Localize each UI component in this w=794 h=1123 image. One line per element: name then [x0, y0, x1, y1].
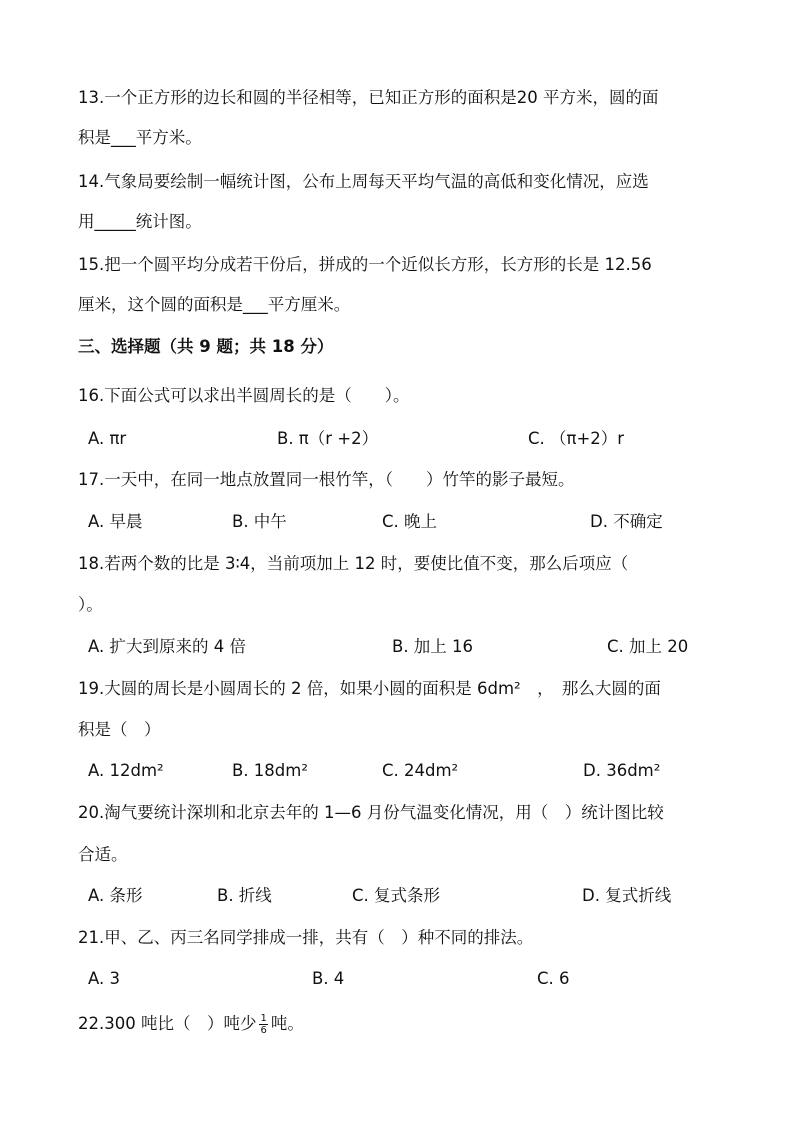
q18-option-a: A. 扩大到原来的 4 倍 [88, 637, 246, 656]
question-18-line1: 18.若两个数的比是 3∶4，当前项加上 12 时，要使比值不变，那么后项应（ [78, 554, 629, 573]
q21-option-b: B. 4 [312, 969, 345, 988]
question-15-line1: 15.把一个圆平均分成若干份后，拼成的一个近似长方形，长方形的长是 12.56 [78, 255, 652, 274]
question-22-text [78, 1012, 304, 1036]
question-14-line2: 用_____统计图。 [78, 212, 202, 231]
q19-option-a: A. 12dm² [88, 761, 164, 780]
q22-fraction-denominator: 6 [260, 1025, 267, 1036]
q19-option-c: C. 24dm² [382, 761, 459, 780]
question-15-line2: 厘米，这个圆的面积是___平方厘米。 [78, 295, 351, 314]
q17-option-c: C. 晚上 [382, 512, 438, 531]
q17-option-d: D. 不确定 [590, 512, 663, 531]
q16-option-a: A. πr [88, 429, 127, 448]
question-17-text: 17.一天中，在同一地点放置同一根竹竿，（ ）竹竿的影子最短。 [78, 470, 575, 489]
question-20-line2: 合适。 [78, 845, 128, 864]
q19-option-d: D. 36dm² [583, 761, 661, 780]
q20-option-c: C. 复式条形 [352, 886, 441, 905]
q21-option-c: C. 6 [537, 969, 570, 988]
q22-text-after: 吨。 [270, 1014, 304, 1033]
q22-fraction-numerator: 1 [260, 1013, 267, 1024]
question-20-line1: 20.淘气要统计深圳和北京去年的 1—6 月份气温变化情况，用（ ）统计图比较 [78, 803, 664, 822]
question-13-line2: 积是___平方米。 [78, 128, 202, 147]
q16-option-b: B. π（r +2） [277, 429, 379, 448]
q20-option-b: B. 折线 [217, 886, 272, 905]
question-16-text: 16.下面公式可以求出半圆周长的是（ ）。 [78, 386, 410, 405]
q18-option-b: B. 加上 16 [392, 637, 474, 656]
q16-option-c: C. （π+2）r [528, 429, 625, 448]
q21-option-a: A. 3 [88, 969, 120, 988]
question-13-line1: 13.一个正方形的边长和圆的半径相等，已知正方形的面积是20 平方米，圆的面 [78, 88, 659, 107]
question-19-line1: 19.大圆的周长是小圆周长的 2 倍，如果小圆的面积是 6dm² ， 那么大圆的面 [78, 679, 661, 698]
section-3-title: 三、选择题（共 9 题；共 18 分） [78, 337, 334, 356]
q17-option-a: A. 早晨 [88, 512, 143, 531]
question-19-line2: 积是（ ） [78, 720, 161, 739]
q17-option-b: B. 中午 [232, 512, 287, 531]
q19-option-b: B. 18dm² [232, 761, 308, 780]
q22-text-before: 22.300 吨比（ ）吨少 [78, 1014, 257, 1033]
q20-option-d: D. 复式折线 [582, 886, 672, 905]
question-21-text: 21.甲、乙、丙三名同学排成一排，共有（ ）种不同的排法。 [78, 928, 534, 947]
q20-option-a: A. 条形 [88, 886, 143, 905]
q22-fraction [259, 1013, 267, 1036]
question-18-line2: ）。 [78, 595, 103, 614]
question-14-line1: 14.气象局要绘制一幅统计图，公布上周每天平均气温的高低和变化情况，应选 [78, 172, 649, 191]
q18-option-c: C. 加上 20 [607, 637, 689, 656]
